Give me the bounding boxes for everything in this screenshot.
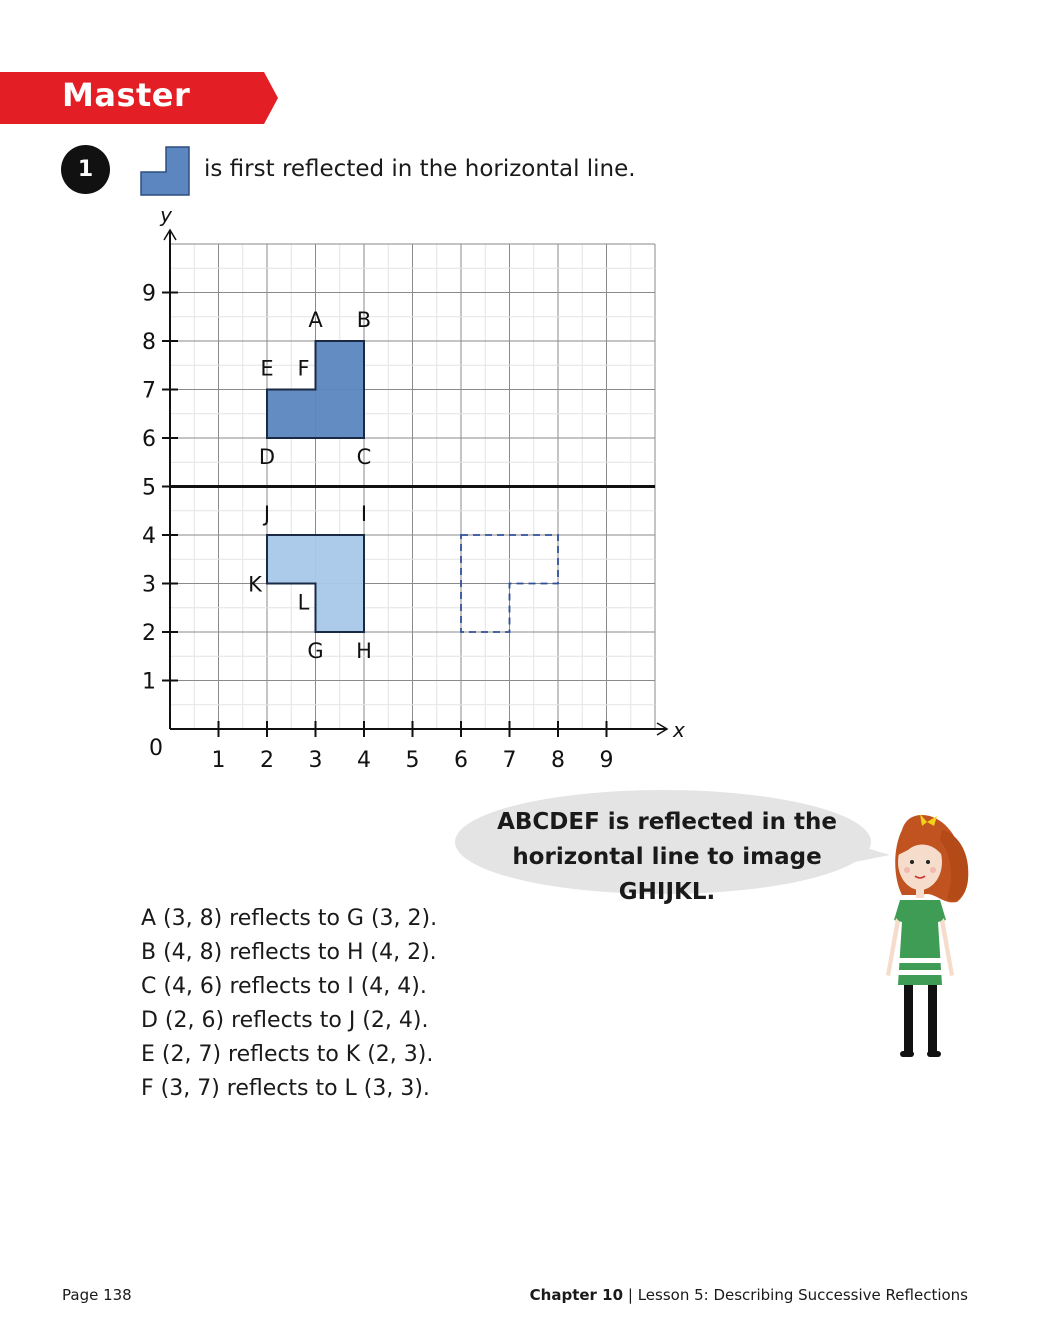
vertex-label: K <box>248 572 262 597</box>
x-tick-label: 3 <box>308 748 323 773</box>
speech-line-2: horizontal line to image GHIJKL. <box>512 844 822 905</box>
vertex-label: F <box>297 356 310 381</box>
vertex-label: G <box>307 639 324 663</box>
page-number: Page 138 <box>62 1286 132 1304</box>
vertex-label: L <box>297 590 310 615</box>
y-tick-label: 9 <box>142 281 156 307</box>
vertex-label: A <box>308 308 323 332</box>
list-item: B (4, 8) reflects to H (4, 2). <box>141 940 437 965</box>
y-tick-label: 7 <box>142 378 156 404</box>
origin-label: 0 <box>149 736 163 761</box>
y-axis-label: y <box>160 203 172 227</box>
reflection-list <box>141 902 437 1106</box>
vertex-label: D <box>258 445 276 469</box>
vertex-label: E <box>260 356 274 381</box>
x-tick-label: 7 <box>502 748 517 773</box>
list-item: A (3, 8) reflects to G (3, 2). <box>141 906 438 931</box>
girl-illustration <box>872 810 982 1065</box>
shape-ghijkl <box>267 535 364 632</box>
lesson-label: Lesson 5: Describing Successive Reflections <box>637 1286 968 1304</box>
question-text: is first reflected in the horizontal line. <box>204 156 636 182</box>
vertex-label: C <box>356 445 372 469</box>
x-tick-label: 4 <box>357 748 371 773</box>
section-title: Master <box>62 76 191 114</box>
y-tick-label: 1 <box>142 669 156 695</box>
vertex-label: I <box>360 502 368 526</box>
speech-line-1: ABCDEF is reflected in the <box>497 809 837 835</box>
y-tick-label: 4 <box>142 524 156 549</box>
x-tick-label: 9 <box>599 748 614 773</box>
y-tick-label: 2 <box>142 621 156 646</box>
x-tick-label: 8 <box>551 748 565 773</box>
footer-separator: | <box>627 1286 633 1304</box>
x-axis-label: x <box>673 718 685 742</box>
list-item: C (4, 6) reflects to I (4, 4). <box>141 974 427 999</box>
chapter-lesson <box>530 1286 968 1304</box>
chapter-label: Chapter 10 <box>529 1286 624 1304</box>
y-tick-label: 3 <box>142 572 156 598</box>
list-item: D (2, 6) reflects to J (2, 4). <box>141 1008 429 1033</box>
vertex-label: B <box>356 308 372 332</box>
list-item: F (3, 7) reflects to L (3, 3). <box>141 1076 430 1101</box>
y-tick-label: 5 <box>142 475 156 501</box>
question-number: 1 <box>61 145 110 194</box>
y-tick-label: 6 <box>142 427 156 452</box>
shape-abcdef <box>267 341 364 438</box>
x-tick-label: 2 <box>260 748 274 773</box>
vertex-label: H <box>356 639 372 663</box>
vertex-label: J <box>263 502 271 526</box>
x-tick-label: 6 <box>454 748 468 773</box>
x-tick-label: 5 <box>405 748 420 773</box>
y-tick-label: 8 <box>142 330 156 355</box>
speech-bubble-text <box>462 805 872 910</box>
x-tick-label: 1 <box>211 748 226 773</box>
list-item: E (2, 7) reflects to K (2, 3). <box>141 1042 434 1067</box>
